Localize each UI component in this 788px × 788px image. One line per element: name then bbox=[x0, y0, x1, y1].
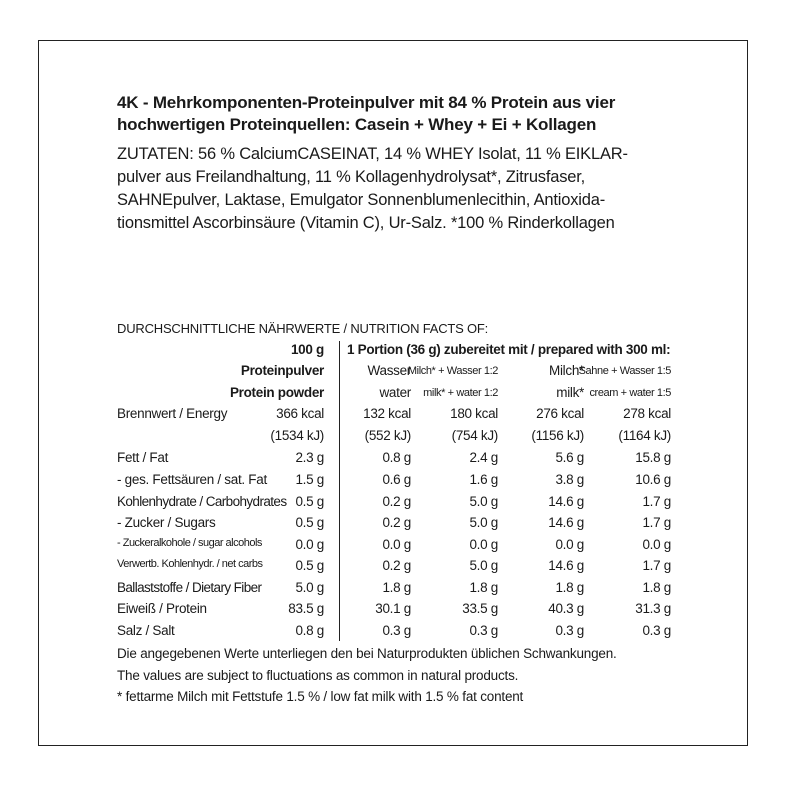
nutrient-value: 14.6 g bbox=[548, 515, 584, 530]
title-line-2: hochwertigen Proteinquellen: Casein + Whey + Ei + Kollagen bbox=[117, 115, 597, 134]
nutrient-value: 40.3 g bbox=[548, 601, 584, 616]
nutrient-value: 1.7 g bbox=[642, 558, 671, 573]
energy-kj-cell: (1156 kJ) bbox=[531, 428, 584, 443]
energy-kcal-cell: 276 kcal bbox=[536, 406, 584, 421]
nutrient-label: - ges. Fettsäuren / sat. Fat bbox=[117, 472, 267, 487]
energy-kcal-cell: 132 kcal bbox=[363, 406, 411, 421]
nutrient-label: Fett / Fat bbox=[117, 450, 169, 465]
nutrient-value: 10.6 g bbox=[635, 472, 671, 487]
nutrient-value: 0.0 g bbox=[382, 537, 411, 552]
nutrient-value: 14.6 g bbox=[548, 558, 584, 573]
ingredients-line: SAHNEpulver, Laktase, Emulgator Sonnenblumenlecithin, Antioxida- bbox=[117, 191, 605, 209]
nutrient-value: 5.6 g bbox=[555, 450, 584, 465]
nutrient-value: 0.2 g bbox=[382, 515, 411, 530]
header-sahne-wasser: Sahne + Wasser 1:5 bbox=[578, 365, 671, 377]
header-milch: Milch* bbox=[549, 363, 584, 378]
energy-kcal-cell: 278 kcal bbox=[623, 406, 671, 421]
nutrient-value: 1.5 g bbox=[295, 472, 324, 487]
nutrient-value: 0.0 g bbox=[642, 537, 671, 552]
nutrient-value: 5.0 g bbox=[469, 515, 498, 530]
nutrient-value: 0.6 g bbox=[382, 472, 411, 487]
nutrient-value: 0.2 g bbox=[382, 494, 411, 509]
nutrient-value: 5.0 g bbox=[469, 494, 498, 509]
energy-kj-cell: (1164 kJ) bbox=[618, 428, 671, 443]
nutrient-value: 0.0 g bbox=[295, 537, 324, 552]
nutrient-value: 0.8 g bbox=[295, 623, 324, 638]
header-milk-water: milk* + water 1:2 bbox=[423, 387, 498, 399]
energy-kj-cell: (754 kJ) bbox=[451, 428, 498, 443]
nutrient-value: 33.5 g bbox=[462, 601, 498, 616]
nutrient-value: 30.1 g bbox=[375, 601, 411, 616]
energy-kcal-cell: 366 kcal bbox=[276, 406, 324, 421]
nutrient-value: 31.3 g bbox=[635, 601, 671, 616]
nutrient-value: 5.0 g bbox=[295, 580, 324, 595]
nutrient-value: 0.0 g bbox=[555, 537, 584, 552]
nutrient-label: - Zucker / Sugars bbox=[117, 515, 216, 530]
ingredients-text bbox=[117, 143, 697, 235]
header-water: water bbox=[379, 385, 411, 400]
nutrient-label: - Zuckeralkohole / sugar alcohols bbox=[117, 537, 262, 549]
header-100g: 100 g bbox=[290, 342, 324, 357]
energy-kj-cell: (552 kJ) bbox=[364, 428, 411, 443]
nutrient-label: Ballaststoffe / Dietary Fiber bbox=[117, 580, 262, 595]
header-proteinpulver: Proteinpulver bbox=[240, 363, 324, 378]
nutrient-value: 0.0 g bbox=[469, 537, 498, 552]
nutrition-heading: DURCHSCHNITTLICHE NÄHRWERTE / NUTRITION FACTS OF: bbox=[117, 321, 489, 336]
nutrient-label: Verwertb. Kohlenhydr. / net carbs bbox=[117, 558, 263, 570]
nutrient-value: 1.8 g bbox=[469, 580, 498, 595]
nutrient-label: Salz / Salt bbox=[117, 623, 175, 638]
nutrient-value: 1.7 g bbox=[642, 494, 671, 509]
ingredients-line: ZUTATEN: 56 % CalciumCASEINAT, 14 % WHEY Isolat, 11 % EIKLAR- bbox=[117, 145, 628, 163]
energy-label: Brennwert / Energy bbox=[117, 406, 228, 421]
nutrient-value: 2.3 g bbox=[295, 450, 324, 465]
ingredients-line: pulver aus Freilandhaltung, 11 % Kollagenhydrolysat*, Zitrusfaser, bbox=[117, 168, 586, 186]
nutrient-value: 1.8 g bbox=[642, 580, 671, 595]
nutrient-value: 0.3 g bbox=[555, 623, 584, 638]
nutrient-value: 1.8 g bbox=[555, 580, 584, 595]
nutrient-value: 0.5 g bbox=[295, 558, 324, 573]
nutrient-label: Eiweiß / Protein bbox=[117, 601, 207, 616]
column-divider bbox=[339, 341, 340, 641]
nutrient-value: 2.4 g bbox=[469, 450, 498, 465]
footer-note-en: The values are subject to fluctuations as common in natural products. bbox=[117, 668, 519, 683]
nutrient-value: 0.8 g bbox=[382, 450, 411, 465]
nutrient-label: Kohlenhydrate / Carbohydrates bbox=[117, 494, 287, 509]
header-milch-wasser: Milch* + Wasser 1:2 bbox=[407, 365, 498, 377]
nutrient-value: 1.8 g bbox=[382, 580, 411, 595]
footer-milk-note: * fettarme Milch mit Fettstufe 1.5 % / low fat milk with 1.5 % fat content bbox=[117, 689, 524, 704]
product-title bbox=[117, 92, 707, 136]
header-milk: milk* bbox=[556, 385, 584, 400]
header-protein-powder: Protein powder bbox=[229, 385, 324, 400]
nutrient-value: 83.5 g bbox=[288, 601, 324, 616]
nutrient-value: 0.2 g bbox=[382, 558, 411, 573]
header-portion: 1 Portion (36 g) zubereitet mit / prepared with 300 ml: bbox=[347, 342, 671, 357]
energy-kj-cell: (1534 kJ) bbox=[270, 428, 324, 443]
nutrient-value: 0.5 g bbox=[295, 515, 324, 530]
nutrient-value: 15.8 g bbox=[635, 450, 671, 465]
header-wasser: Wasser bbox=[367, 363, 411, 378]
title-line-1: 4K - Mehrkomponenten-Proteinpulver mit 84 % Protein aus vier bbox=[117, 93, 616, 112]
nutrient-value: 5.0 g bbox=[469, 558, 498, 573]
energy-kcal-cell: 180 kcal bbox=[450, 406, 498, 421]
nutrient-value: 0.3 g bbox=[469, 623, 498, 638]
header-cream-water: cream + water 1:5 bbox=[589, 387, 671, 399]
nutrient-value: 0.3 g bbox=[642, 623, 671, 638]
nutrient-value: 1.6 g bbox=[469, 472, 498, 487]
ingredients-line: tionsmittel Ascorbinsäure (Vitamin C), Ur-Salz. *100 % Rinderkollagen bbox=[117, 214, 615, 232]
nutrient-value: 0.3 g bbox=[382, 623, 411, 638]
nutrient-value: 3.8 g bbox=[555, 472, 584, 487]
footer-note-de: Die angegebenen Werte unterliegen den bei Naturprodukten üblichen Schwankungen. bbox=[117, 646, 617, 661]
nutrient-value: 1.7 g bbox=[642, 515, 671, 530]
nutrient-value: 0.5 g bbox=[295, 494, 324, 509]
nutrient-value: 14.6 g bbox=[548, 494, 584, 509]
